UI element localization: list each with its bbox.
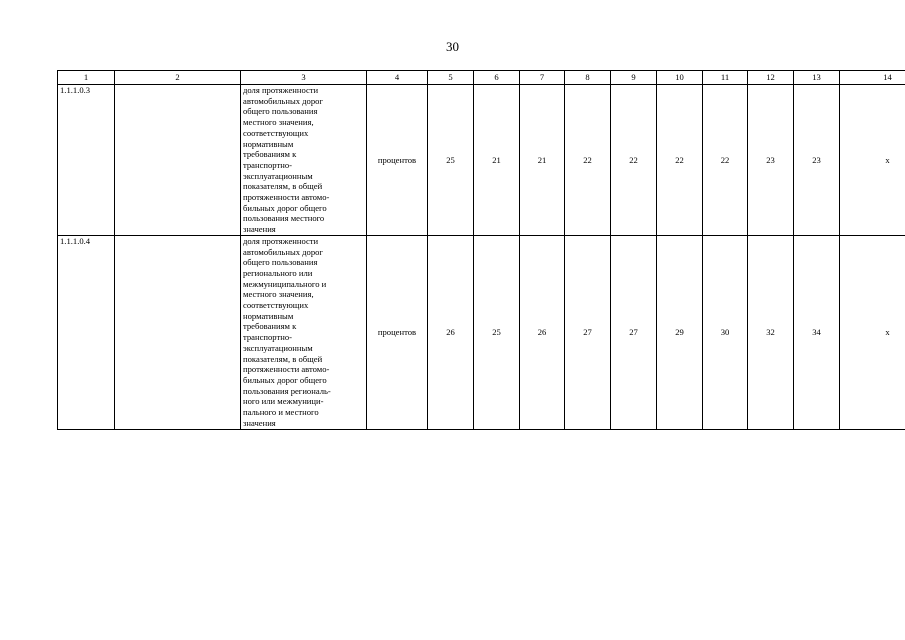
description-line: автомобильных дорог <box>243 95 323 106</box>
column-header: 2 <box>115 71 241 85</box>
description-line: бильных дорог общего <box>243 202 327 213</box>
column-header: 7 <box>520 71 565 85</box>
value-cell: 25 <box>428 85 474 236</box>
description-line: общего пользования <box>243 257 318 268</box>
column-header: 12 <box>748 71 794 85</box>
value-cell: 29 <box>657 235 703 429</box>
description-line: пального и местного <box>243 407 319 418</box>
column-header: 13 <box>794 71 840 85</box>
page-number: 30 <box>446 39 459 54</box>
value-cell: x <box>840 235 905 429</box>
description-line: показателям, в общей <box>243 181 323 192</box>
value-cell: 26 <box>520 235 565 429</box>
column-header: 8 <box>565 71 611 85</box>
value-cell: 23 <box>794 85 840 236</box>
description-line: соответствующих <box>243 300 309 311</box>
description-line: транспортно- <box>243 159 292 170</box>
column-header: 11 <box>703 71 748 85</box>
description-line: пользования местного <box>243 213 325 224</box>
row-column-2 <box>115 235 241 429</box>
value-cell: 21 <box>520 85 565 236</box>
description-line: показателям, в общей <box>243 353 323 364</box>
description-line: местного значения, <box>243 117 314 128</box>
description-line: пользования региональ- <box>243 385 331 396</box>
value-cell: 22 <box>703 85 748 236</box>
description-line: доля протяженности <box>243 235 319 246</box>
indicator-description <box>241 85 367 236</box>
value-cell: 22 <box>657 85 703 236</box>
unit-cell: процентов <box>367 235 428 429</box>
indicator-description <box>241 235 367 429</box>
description-line: бильных дорог общего <box>243 374 327 385</box>
description-line: регионального или <box>243 267 313 278</box>
description-line: эксплуатационным <box>243 170 313 181</box>
row-code: 1.1.1.0.4 <box>58 235 115 429</box>
column-header: 3 <box>241 71 367 85</box>
table-body <box>58 85 905 430</box>
value-cell: 22 <box>611 85 657 236</box>
description-line: значения <box>243 417 276 428</box>
row-code: 1.1.1.0.3 <box>58 85 115 236</box>
description-line: ного или межмуници- <box>243 396 324 407</box>
table-row <box>58 85 905 236</box>
column-header: 14 <box>840 71 905 85</box>
column-header: 9 <box>611 71 657 85</box>
description-line: протяженности автомо- <box>243 364 330 375</box>
description-line: протяженности автомо- <box>243 192 330 203</box>
description-line: требованиям к <box>243 321 297 332</box>
table-row <box>58 235 905 429</box>
description-line: транспортно- <box>243 332 292 343</box>
value-cell: 25 <box>474 235 520 429</box>
description-line: местного значения, <box>243 289 314 300</box>
value-cell: 34 <box>794 235 840 429</box>
column-header: 4 <box>367 71 428 85</box>
description-line: нормативным <box>243 138 294 149</box>
value-cell: 23 <box>748 85 794 236</box>
value-cell: 30 <box>703 235 748 429</box>
description-line: межмуниципального и <box>243 278 327 289</box>
unit-cell: процентов <box>367 85 428 236</box>
value-cell: 21 <box>474 85 520 236</box>
column-header: 5 <box>428 71 474 85</box>
description-line: значения <box>243 224 276 235</box>
table-header <box>58 71 905 85</box>
description-line: нормативным <box>243 310 294 321</box>
value-cell: 32 <box>748 235 794 429</box>
indicator-table <box>57 70 905 430</box>
description-line: соответствующих <box>243 127 309 138</box>
description-line: общего пользования <box>243 106 318 117</box>
value-cell: 27 <box>565 235 611 429</box>
description-line: автомобильных дорог <box>243 246 323 257</box>
description-line: доля протяженности <box>243 85 319 95</box>
value-cell: 27 <box>611 235 657 429</box>
header-row <box>58 71 905 85</box>
value-cell: x <box>840 85 905 236</box>
value-cell: 26 <box>428 235 474 429</box>
column-header: 6 <box>474 71 520 85</box>
row-column-2 <box>115 85 241 236</box>
column-header: 1 <box>58 71 115 85</box>
column-header: 10 <box>657 71 703 85</box>
value-cell: 22 <box>565 85 611 236</box>
description-line: эксплуатационным <box>243 342 313 353</box>
description-line: требованиям к <box>243 149 297 160</box>
